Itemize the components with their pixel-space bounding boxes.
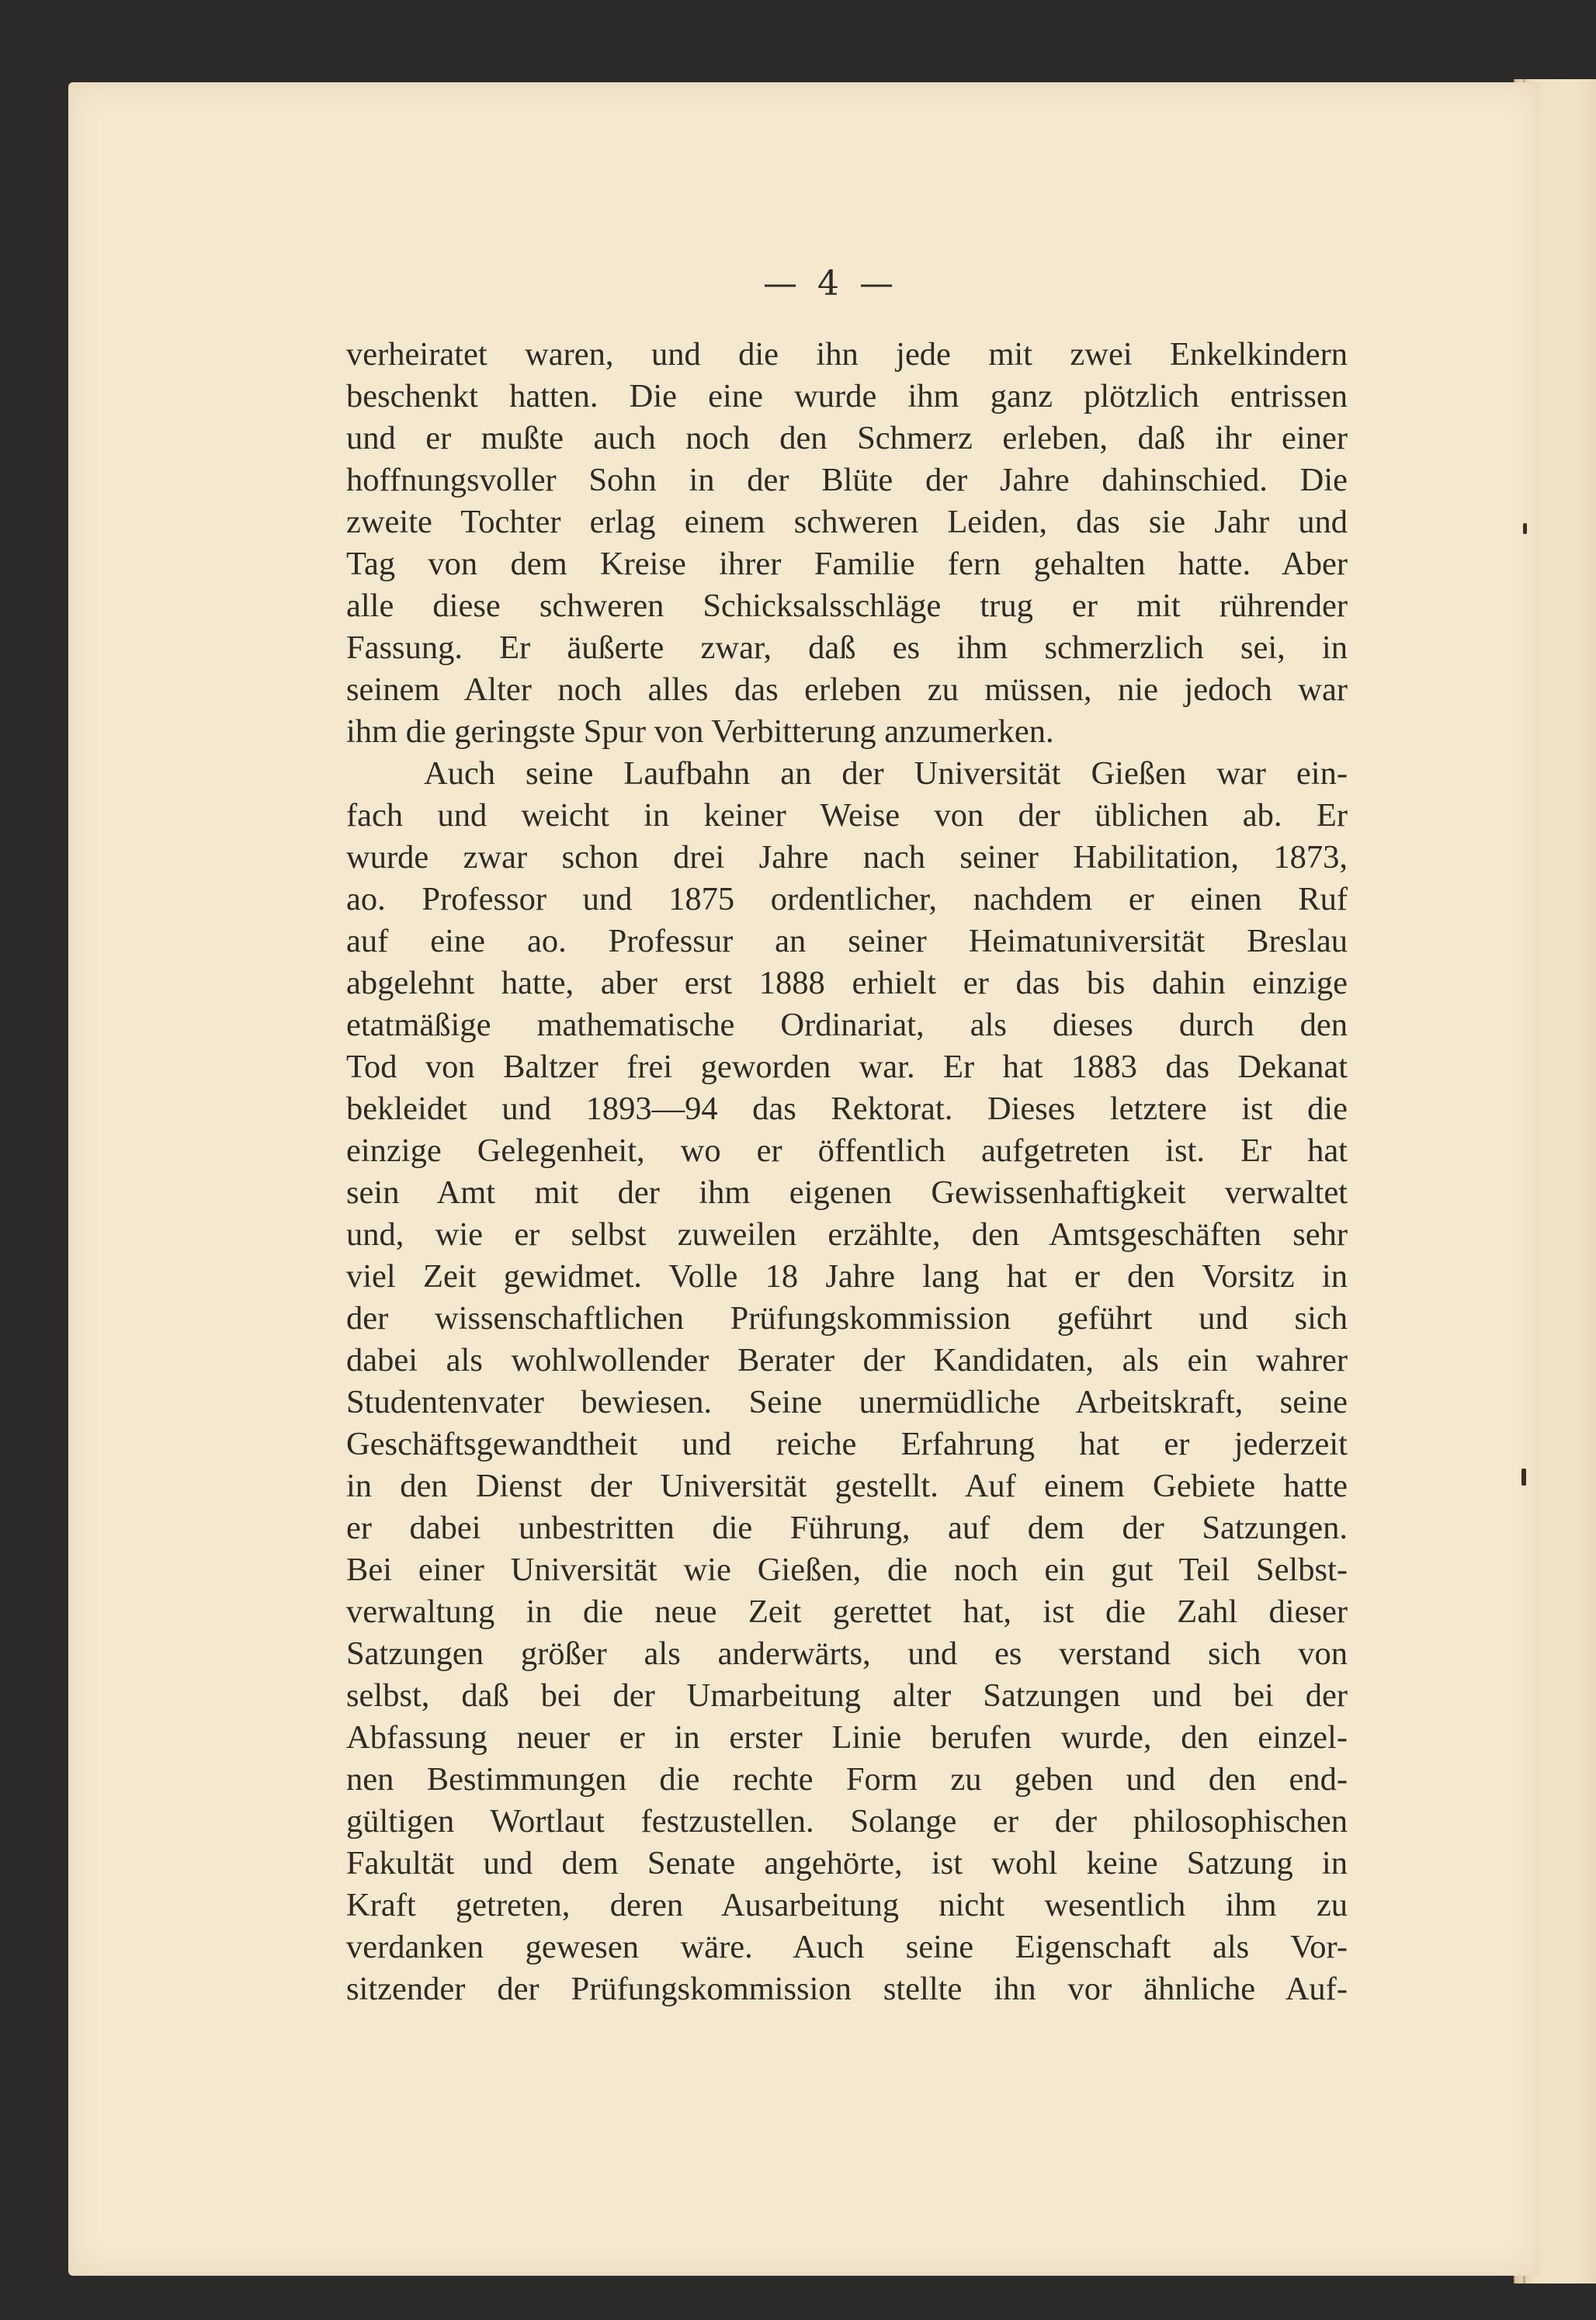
text-line: Geschäftsgewandtheit und reiche Erfahrung hat er jederzeit xyxy=(346,1426,1348,1462)
text-line: beschenkt hatten. Die eine wurde ihm ganz plötzlich entrissen xyxy=(346,378,1348,414)
text-line: ihm die geringste Spur von Verbitterung anzumerken. xyxy=(346,713,1054,750)
text-line: in den Dienst der Universität gestellt. Auf einem Gebiete hatte xyxy=(346,1468,1348,1504)
text-line: Satzungen größer als anderwärts, und es verstand sich von xyxy=(346,1635,1348,1672)
text-line: seinem Alter noch alles das erleben zu müssen, nie jedoch war xyxy=(346,671,1348,708)
text-line: sitzender der Prüfungskommission stellte ihn vor ähnliche Auf- xyxy=(346,1971,1348,2007)
text-line: selbst, daß bei der Umarbeitung alter Satzungen und bei der xyxy=(346,1677,1348,1714)
text-line: Tag von dem Kreise ihrer Familie fern gehalten hatte. Aber xyxy=(346,546,1348,582)
text-line: ao. Professor und 1875 ordentlicher, nachdem er einen Ruf xyxy=(346,881,1348,917)
text-line: nen Bestimmungen die rechte Form zu geben und den end- xyxy=(346,1761,1348,1798)
text-line: verwaltung in die neue Zeit gerettet hat, ist die Zahl dieser xyxy=(346,1593,1348,1630)
text-line: bekleidet und 1893—94 das Rektorat. Dieses letztere ist die xyxy=(346,1091,1348,1127)
text-line: verheiratet waren, und die ihn jede mit zwei Enkelkindern xyxy=(346,336,1348,373)
text-line: Kraft getreten, deren Ausarbeitung nicht wesentlich ihm zu xyxy=(346,1887,1348,1923)
text-line: zweite Tochter erlag einem schweren Leiden, das sie Jahr und xyxy=(346,504,1348,540)
text-line: auf eine ao. Professur an seiner Heimatuniversität Breslau xyxy=(346,923,1348,959)
text-line: Tod von Baltzer frei geworden war. Er hat 1883 das Dekanat xyxy=(346,1049,1348,1085)
body-text xyxy=(346,334,1348,2010)
text-line: viel Zeit gewidmet. Volle 18 Jahre lang hat er den Vorsitz in xyxy=(346,1258,1348,1295)
text-line: etatmäßige mathematische Ordinariat, als dieses durch den xyxy=(346,1007,1348,1043)
text-line: Auch seine Laufbahn an der Universität Gießen war ein- xyxy=(424,755,1348,792)
text-line: Abfassung neuer er in erster Linie berufen wurde, den einzel- xyxy=(346,1719,1348,1756)
margin-ink-mark xyxy=(1521,1469,1526,1486)
text-line: und er mußte auch noch den Schmerz erleben, daß ihr einer xyxy=(346,420,1348,456)
text-line: Studentenvater bewiesen. Seine unermüdliche Arbeitskraft, seine xyxy=(346,1384,1348,1420)
text-line: dabei als wohlwollender Berater der Kandidaten, als ein wahrer xyxy=(346,1342,1348,1378)
text-line: verdanken gewesen wäre. Auch seine Eigenschaft als Vor- xyxy=(346,1929,1348,1965)
margin-ink-mark xyxy=(1523,523,1527,534)
page-number: — 4 — xyxy=(763,264,898,303)
text-line: alle diese schweren Schicksalsschläge trug er mit rührender xyxy=(346,588,1348,624)
text-line: Bei einer Universität wie Gießen, die noch ein gut Teil Selbst- xyxy=(346,1552,1348,1588)
text-line: der wissenschaftlichen Prüfungskommission geführt und sich xyxy=(346,1300,1348,1337)
text-line: Fassung. Er äußerte zwar, daß es ihm schmerzlich sei, in xyxy=(346,629,1348,666)
text-line: Fakultät und dem Senate angehörte, ist wohl keine Satzung in xyxy=(346,1845,1348,1881)
text-line: fach und weicht in keiner Weise von der üblichen ab. Er xyxy=(346,797,1348,834)
text-line: einzige Gelegenheit, wo er öffentlich aufgetreten ist. Er hat xyxy=(346,1132,1348,1169)
text-line: hoffnungsvoller Sohn in der Blüte der Jahre dahinschied. Die xyxy=(346,462,1348,498)
text-line: er dabei unbestritten die Führung, auf dem der Satzungen. xyxy=(346,1510,1348,1546)
text-line: gültigen Wortlaut festzustellen. Solange er der philosophischen xyxy=(346,1803,1348,1840)
text-line: wurde zwar schon drei Jahre nach seiner Habilitation, 1873, xyxy=(346,839,1348,876)
text-line: und, wie er selbst zuweilen erzählte, den Amtsgeschäften sehr xyxy=(346,1216,1348,1253)
text-line: sein Amt mit der ihm eigenen Gewissenhaftigkeit verwaltet xyxy=(346,1174,1348,1211)
text-line: abgelehnt hatte, aber erst 1888 erhielt er das bis dahin einzige xyxy=(346,965,1348,1001)
